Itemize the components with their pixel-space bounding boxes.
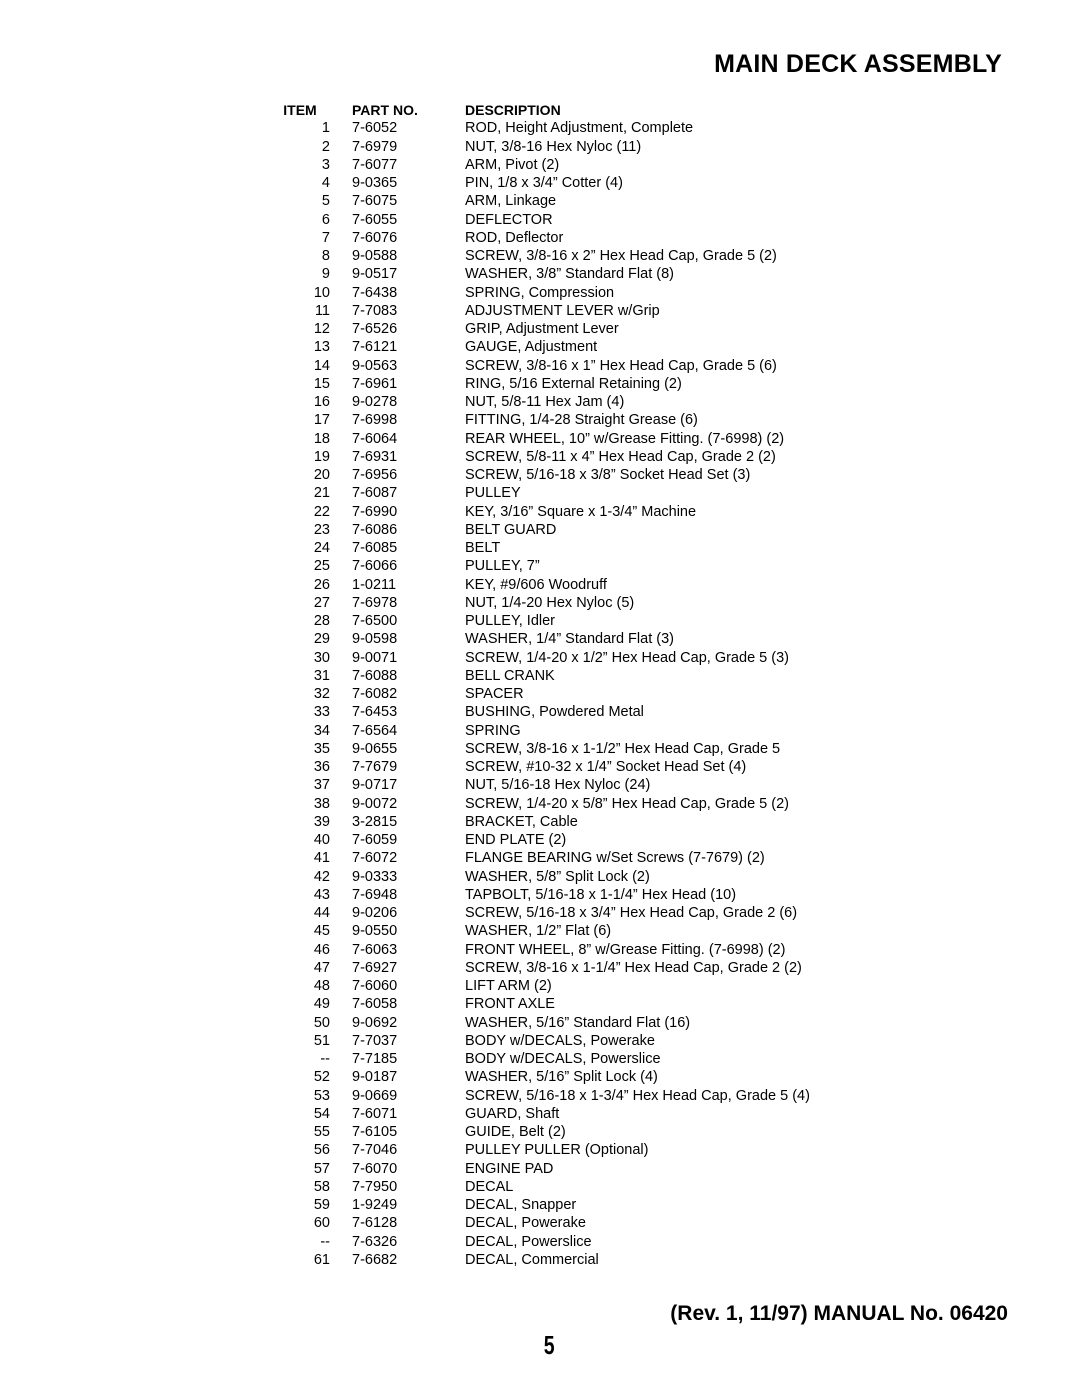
part-description: ROD, Height Adjustment, Complete: [465, 120, 694, 137]
table-row: [270, 284, 810, 302]
item-number: 48: [313, 978, 330, 994]
part-description: SCREW, 5/8-11 x 4” Hex Head Cap, Grade 2 (2): [465, 448, 776, 465]
item-number: 19: [313, 448, 330, 465]
part-number: 7-6085: [352, 540, 398, 556]
part-description: SCREW, #10-32 x 1/4” Socket Head Set (4): [465, 759, 747, 775]
part-description: ADJUSTMENT LEVER w/Grip: [465, 302, 660, 319]
item-number: 10: [313, 284, 330, 301]
table-row: [270, 430, 810, 448]
parts-table-body: [270, 119, 810, 1269]
item-number: 43: [313, 886, 330, 903]
part-number: 7-7185: [352, 1051, 398, 1067]
table-row: [270, 995, 810, 1013]
part-number: 7-6121: [352, 339, 398, 356]
part-number: 7-6070: [352, 1160, 398, 1177]
part-description: BODY w/DECALS, Powerslice: [465, 1051, 661, 1067]
part-description: GUIDE, Belt (2): [465, 1124, 566, 1140]
part-description: TAPBOLT, 5/16-18 x 1-1/4” Hex Head (10): [465, 886, 737, 903]
table-row: [270, 630, 810, 648]
item-number: 13: [313, 339, 330, 356]
part-number: 7-6077: [352, 156, 398, 173]
part-number: 7-6086: [352, 521, 398, 538]
table-row: [270, 922, 810, 940]
part-number: 1-9249: [352, 1197, 398, 1213]
item-number: 21: [313, 485, 330, 502]
part-number: 7-6961: [352, 375, 398, 392]
table-row: [270, 1141, 810, 1159]
item-number: 51: [313, 1032, 330, 1049]
part-number: 7-6500: [352, 613, 398, 629]
item-number: 36: [313, 759, 330, 775]
table-row: [270, 959, 810, 977]
part-description: SCREW, 5/16-18 x 3/4” Hex Head Cap, Grade 2 (6): [465, 905, 798, 921]
part-description: NUT, 3/8-16 Hex Nyloc (11): [465, 138, 642, 155]
part-description: END PLATE (2): [465, 832, 567, 848]
part-description: DECAL, Snapper: [465, 1197, 577, 1213]
item-number: 14: [313, 357, 330, 374]
part-number: 7-6948: [352, 886, 398, 903]
item-number: 44: [313, 905, 330, 921]
table-row: [270, 357, 810, 375]
part-description: WASHER, 1/2” Flat (6): [465, 923, 612, 940]
item-number: 18: [313, 430, 330, 447]
part-number: 7-6072: [352, 850, 398, 867]
part-description: PIN, 1/8 x 3/4” Cotter (4): [465, 175, 623, 191]
part-number: 7-7679: [352, 759, 398, 775]
table-row: [270, 156, 810, 174]
item-number: 31: [313, 667, 330, 684]
part-description: NUT, 1/4-20 Hex Nyloc (5): [465, 594, 635, 611]
item-number: 4: [321, 175, 330, 191]
part-description: RING, 5/16 External Retaining (2): [465, 375, 682, 392]
part-description: BRACKET, Cable: [465, 813, 578, 830]
part-description: REAR WHEEL, 10” w/Grease Fitting. (7-6998) (2): [465, 430, 785, 447]
table-row: [270, 484, 810, 502]
table-row: [270, 192, 810, 210]
part-number: 7-6682: [352, 1251, 398, 1268]
item-number: 16: [313, 394, 330, 410]
part-number: 7-6052: [352, 120, 398, 137]
part-description: GRIP, Adjustment Lever: [465, 321, 619, 337]
part-number: 7-6082: [352, 686, 398, 702]
part-number: 9-0588: [352, 248, 398, 264]
item-number: 61: [313, 1251, 330, 1268]
part-description: SPACER: [465, 686, 524, 702]
item-number: 52: [313, 1069, 330, 1086]
part-number: 9-0206: [352, 905, 398, 921]
table-row: [270, 576, 810, 594]
part-description: BELL CRANK: [465, 667, 555, 684]
table-row: [270, 557, 810, 575]
item-number: 49: [313, 996, 330, 1013]
part-description: BELT GUARD: [465, 521, 557, 538]
parts-table: [270, 101, 810, 1269]
part-number: 7-6326: [352, 1233, 398, 1250]
part-number: 7-6990: [352, 503, 398, 520]
part-description: GUARD, Shaft: [465, 1105, 560, 1122]
table-row: [270, 795, 810, 813]
part-number: 9-0563: [352, 357, 398, 374]
part-number: 7-6438: [352, 284, 398, 301]
item-number: 55: [313, 1124, 330, 1140]
part-description: PULLEY, Idler: [465, 613, 556, 629]
table-row: [270, 393, 810, 411]
table-row: [270, 1105, 810, 1123]
table-row: [270, 302, 810, 320]
item-number: 60: [313, 1215, 330, 1232]
part-description: FITTING, 1/4-28 Straight Grease (6): [465, 412, 698, 429]
table-row: [270, 1251, 810, 1269]
table-row: [270, 649, 810, 667]
part-number: 9-0278: [352, 394, 398, 410]
table-row: [270, 1032, 810, 1050]
part-description: GAUGE, Adjustment: [465, 339, 598, 356]
part-number: 7-6087: [352, 485, 398, 502]
item-number: 45: [313, 923, 330, 940]
part-number: 7-6055: [352, 211, 398, 228]
part-number: 9-0598: [352, 631, 398, 648]
item-number: 34: [313, 722, 330, 739]
item-number: --: [320, 1233, 330, 1250]
table-row: [270, 229, 810, 247]
part-number: 9-0187: [352, 1069, 398, 1086]
table-row: [270, 868, 810, 886]
part-description: SPRING, Compression: [465, 284, 615, 301]
part-description: SPRING: [465, 722, 521, 739]
table-row: [270, 1068, 810, 1086]
table-row: [270, 849, 810, 867]
table-row: [270, 1123, 810, 1141]
item-number: 11: [314, 302, 330, 319]
item-number: 23: [313, 521, 330, 538]
part-description: DECAL: [465, 1178, 514, 1195]
item-number: 37: [313, 777, 330, 794]
part-number: 9-0365: [352, 175, 398, 191]
item-number: 12: [313, 321, 330, 337]
part-description: SCREW, 5/16-18 x 3/8” Socket Head Set (3): [465, 467, 751, 483]
table-row: [270, 831, 810, 849]
part-number: 9-0692: [352, 1014, 398, 1031]
item-number: 2: [321, 138, 330, 155]
item-number: 20: [313, 467, 330, 483]
part-description: WASHER, 5/16” Split Lock (4): [465, 1069, 658, 1086]
part-description: ENGINE PAD: [465, 1160, 554, 1177]
table-row: [270, 247, 810, 265]
part-number: 9-0655: [352, 740, 398, 757]
part-description: DECAL, Powerslice: [465, 1233, 592, 1250]
item-number: 3: [321, 156, 330, 173]
item-number: 7: [321, 229, 330, 246]
part-description: DECAL, Powerake: [465, 1215, 586, 1232]
part-number: 7-6059: [352, 832, 398, 848]
page-title: MAIN DECK ASSEMBLY: [714, 50, 1002, 78]
table-row: [270, 1196, 810, 1214]
part-description: ROD, Deflector: [465, 229, 564, 246]
part-description: NUT, 5/8-11 Hex Jam (4): [465, 394, 625, 410]
part-number: 7-6066: [352, 558, 398, 575]
item-number: 39: [313, 813, 330, 830]
item-number: 25: [313, 558, 330, 575]
part-description: WASHER, 1/4” Standard Flat (3): [465, 631, 674, 648]
table-row: [270, 1050, 810, 1068]
table-row: [270, 1087, 810, 1105]
item-number: 22: [313, 503, 330, 520]
part-number: 7-6931: [352, 448, 398, 465]
page-number: 5: [543, 1330, 555, 1360]
table-row: [270, 375, 810, 393]
part-description: WASHER, 5/16” Standard Flat (16): [465, 1014, 691, 1031]
item-number: 42: [313, 868, 330, 885]
table-row: [270, 941, 810, 959]
item-number: 38: [313, 795, 330, 812]
part-description: SCREW, 3/8-16 x 2” Hex Head Cap, Grade 5 (2): [465, 248, 777, 264]
part-description: KEY, 3/16” Square x 1-3/4” Machine: [465, 503, 697, 520]
table-row: [270, 904, 810, 922]
item-number: 33: [313, 704, 330, 721]
part-number: 7-6063: [352, 941, 398, 958]
table-row: [270, 265, 810, 283]
item-number: 32: [313, 686, 330, 702]
item-number: 26: [313, 576, 330, 593]
item-number: 17: [313, 412, 330, 429]
item-number: 54: [313, 1105, 330, 1122]
table-row: [270, 119, 810, 137]
part-description: PULLEY, 7”: [465, 558, 540, 575]
part-description: LIFT ARM (2): [465, 978, 552, 994]
table-row: [270, 813, 810, 831]
part-number: 7-6071: [352, 1105, 398, 1122]
table-row: [270, 758, 810, 776]
part-number: 7-6064: [352, 430, 398, 447]
part-number: 7-7083: [352, 302, 398, 319]
table-header-row: [270, 101, 810, 119]
table-row: [270, 211, 810, 229]
item-number: 57: [313, 1160, 330, 1177]
part-description: FRONT AXLE: [465, 996, 555, 1013]
part-description: DECAL, Commercial: [465, 1251, 599, 1268]
part-number: 1-0211: [352, 576, 397, 593]
part-number: 9-0717: [352, 777, 398, 794]
part-number: 7-6076: [352, 229, 398, 246]
part-number: 7-7037: [352, 1032, 398, 1049]
part-number: 9-0517: [352, 266, 398, 283]
part-number: 7-6978: [352, 594, 398, 611]
table-row: [270, 338, 810, 356]
part-description: KEY, #9/606 Woodruff: [465, 576, 607, 593]
item-number: 30: [313, 649, 330, 666]
table-row: [270, 722, 810, 740]
part-number: 7-6526: [352, 321, 398, 337]
part-description: SCREW, 1/4-20 x 5/8” Hex Head Cap, Grade 5 (2): [465, 795, 789, 812]
item-number: 27: [313, 594, 330, 611]
part-number: 7-7950: [352, 1178, 398, 1195]
item-number: 8: [321, 248, 330, 264]
part-description: FRONT WHEEL, 8” w/Grease Fitting. (7-6998) (2): [465, 941, 786, 958]
part-number: 7-6998: [352, 412, 398, 429]
table-row: [270, 320, 810, 338]
part-number: 9-0669: [352, 1087, 398, 1104]
part-description: NUT, 5/16-18 Hex Nyloc (24): [465, 777, 651, 794]
table-row: [270, 174, 810, 192]
item-number: 59: [313, 1197, 330, 1213]
column-header-item: ITEM: [283, 102, 317, 118]
part-description: ARM, Linkage: [465, 193, 557, 210]
part-description: SCREW, 3/8-16 x 1-1/4” Hex Head Cap, Grade 2 (2): [465, 959, 802, 976]
item-number: 56: [313, 1142, 330, 1159]
item-number: 24: [313, 540, 330, 556]
part-description: SCREW, 1/4-20 x 1/2” Hex Head Cap, Grade 5 (3): [465, 649, 789, 666]
part-number: 7-6128: [352, 1215, 398, 1232]
column-header-part-no: PART NO.: [352, 102, 418, 118]
table-row: [270, 1178, 810, 1196]
table-row: [270, 448, 810, 466]
table-row: [270, 503, 810, 521]
part-description: PULLEY PULLER (Optional): [465, 1142, 649, 1159]
part-number: 3-2815: [352, 813, 398, 830]
column-header-description: DESCRIPTION: [465, 102, 561, 118]
part-description: SCREW, 3/8-16 x 1” Hex Head Cap, Grade 5 (6): [465, 357, 777, 374]
item-number: 40: [313, 832, 330, 848]
item-number: 41: [313, 850, 330, 867]
item-number: 47: [313, 959, 330, 976]
table-row: [270, 667, 810, 685]
table-row: [270, 138, 810, 156]
table-row: [270, 521, 810, 539]
item-number: 6: [321, 211, 330, 228]
part-description: SCREW, 5/16-18 x 1-3/4” Hex Head Cap, Grade 5 (4): [465, 1087, 810, 1104]
table-row: [270, 886, 810, 904]
part-description: ARM, Pivot (2): [465, 156, 560, 173]
part-description: SCREW, 3/8-16 x 1-1/2” Hex Head Cap, Grade 5: [465, 740, 781, 757]
part-number: 7-6105: [352, 1124, 398, 1140]
part-number: 7-6979: [352, 138, 398, 155]
part-number: 9-0550: [352, 923, 398, 940]
item-number: 9: [321, 266, 330, 283]
table-row: [270, 1160, 810, 1178]
part-description: FLANGE BEARING w/Set Screws (7-7679) (2): [465, 850, 765, 867]
part-description: BELT: [465, 540, 501, 556]
item-number: 5: [321, 193, 330, 210]
table-row: [270, 1014, 810, 1032]
part-number: 9-0071: [352, 649, 398, 666]
part-number: 7-6075: [352, 193, 398, 210]
part-number: 7-6564: [352, 722, 398, 739]
table-row: [270, 703, 810, 721]
item-number: 28: [313, 613, 330, 629]
part-number: 9-0072: [352, 795, 398, 812]
table-row: [270, 539, 810, 557]
table-row: [270, 685, 810, 703]
item-number: 29: [313, 631, 330, 648]
part-number: 9-0333: [352, 868, 398, 885]
table-row: [270, 594, 810, 612]
part-number: 7-6453: [352, 704, 398, 721]
item-number: 35: [313, 740, 330, 757]
part-description: BUSHING, Powdered Metal: [465, 704, 644, 721]
part-description: WASHER, 3/8” Standard Flat (8): [465, 266, 674, 283]
part-number: 7-6956: [352, 467, 398, 483]
part-number: 7-6060: [352, 978, 398, 994]
part-description: DEFLECTOR: [465, 211, 553, 228]
item-number: --: [320, 1051, 330, 1067]
table-row: [270, 740, 810, 758]
table-row: [270, 466, 810, 484]
manual-revision-footer: (Rev. 1, 11/97) MANUAL No. 06420: [670, 1302, 1008, 1325]
table-row: [270, 776, 810, 794]
item-number: 53: [313, 1087, 330, 1104]
table-row: [270, 1233, 810, 1251]
part-description: BODY w/DECALS, Powerake: [465, 1032, 655, 1049]
item-number: 15: [313, 375, 330, 392]
item-number: 1: [321, 120, 330, 137]
table-row: [270, 612, 810, 630]
part-number: 7-7046: [352, 1142, 398, 1159]
item-number: 58: [313, 1178, 330, 1195]
item-number: 50: [313, 1014, 330, 1031]
item-number: 46: [313, 941, 330, 958]
part-description: WASHER, 5/8” Split Lock (2): [465, 868, 650, 885]
table-row: [270, 977, 810, 995]
part-number: 7-6088: [352, 667, 398, 684]
part-description: PULLEY: [465, 485, 521, 502]
table-row: [270, 1214, 810, 1232]
table-row: [270, 411, 810, 429]
part-number: 7-6927: [352, 959, 398, 976]
part-number: 7-6058: [352, 996, 398, 1013]
